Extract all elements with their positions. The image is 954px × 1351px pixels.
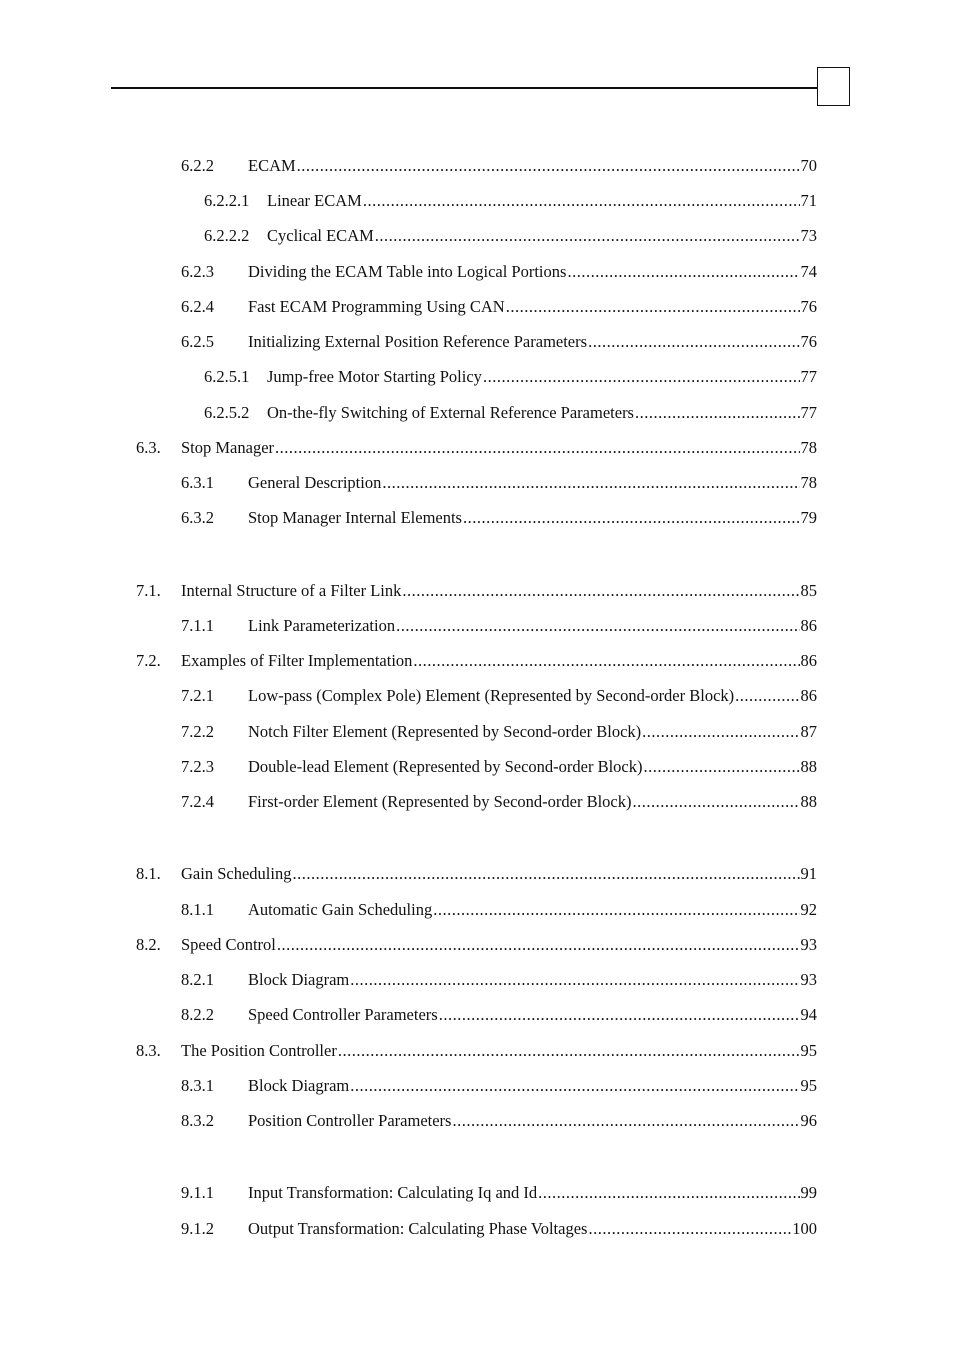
toc-number: 8.3.2 [181,1111,214,1130]
toc-entry[interactable] [0,260,954,284]
dot-leader [463,506,800,530]
toc-title: Cyclical ECAM [267,226,374,245]
toc-title: Notch Filter Element (Represented by Second-order Block) [248,722,642,741]
toc-number: 6.2.5 [181,332,214,351]
dot-leader [452,1109,799,1133]
toc-page: 70 [800,156,817,175]
toc-title: Stop Manager Internal Elements [248,508,462,527]
page-number-box [817,67,850,106]
toc-number: 7.2. [136,651,161,670]
toc-title: Double-lead Element (Represented by Second-order Block) [248,757,643,776]
toc-entry[interactable] [0,579,954,603]
toc-entry[interactable] [0,295,954,319]
toc-number: 6.2.4 [181,297,214,316]
toc-number: 6.2.2.1 [204,191,250,210]
toc-title: Input Transformation: Calculating Iq and Id [248,1183,538,1202]
toc-number: 8.2. [136,935,161,954]
toc-title: General Description [248,473,382,492]
toc-page: 92 [800,900,817,919]
toc-page: 78 [800,473,817,492]
toc-title: Dividing the ECAM Table into Logical Portions [248,262,567,281]
toc-title: Block Diagram [248,1076,350,1095]
toc-title: Position Controller Parameters [248,1111,452,1130]
toc-page: 76 [800,297,817,316]
toc-page: 73 [800,226,817,245]
toc-page: 88 [800,757,817,776]
dot-leader [439,1003,800,1027]
toc-title: Linear ECAM [267,191,362,210]
toc-page: 77 [800,403,817,422]
toc-entry[interactable] [0,189,954,213]
toc-entry[interactable] [0,330,954,354]
toc-title: Output Transformation: Calculating Phase Voltages [248,1219,588,1238]
dot-leader [375,224,800,248]
toc-entry[interactable] [0,720,954,744]
toc-title: Link Parameterization [248,616,396,635]
toc-page: 99 [800,1183,817,1202]
toc-entry[interactable] [0,1003,954,1027]
toc-page: 77 [800,367,817,386]
toc-number: 9.1.1 [181,1183,214,1202]
toc-page: 93 [800,935,817,954]
toc-page: 79 [800,508,817,527]
toc-entry[interactable] [0,1109,954,1133]
toc-entry[interactable] [0,365,954,389]
toc-number: 8.3.1 [181,1076,214,1095]
toc-number: 7.2.4 [181,792,214,811]
dot-leader [292,862,799,886]
toc-number: 6.3.2 [181,508,214,527]
toc-entry[interactable] [0,1181,954,1205]
toc-entry[interactable] [0,614,954,638]
dot-leader [588,330,799,354]
toc-number: 7.2.2 [181,722,214,741]
toc-page: 76 [800,332,817,351]
toc-entry[interactable] [0,224,954,248]
toc-title: Internal Structure of a Filter Link [181,581,402,600]
toc-number: 7.1. [136,581,161,600]
dot-leader [277,933,800,957]
toc-page: 94 [800,1005,817,1024]
toc-number: 8.1. [136,864,161,883]
dot-leader [567,260,799,284]
toc-page: 86 [800,651,817,670]
toc-entry[interactable] [0,436,954,460]
toc-title: The Position Controller [181,1041,337,1060]
toc-page: 85 [800,581,817,600]
toc-page: 74 [800,262,817,281]
toc-title: On-the-fly Switching of External Reference Parameters [267,403,634,422]
toc-page: 95 [800,1076,817,1095]
toc-number: 6.2.2 [181,156,214,175]
dot-leader [433,898,799,922]
toc-number: 7.2.1 [181,686,214,705]
toc-page: 87 [800,722,817,741]
toc-entry[interactable] [0,1074,954,1098]
dot-leader [338,1039,800,1063]
toc-page: 93 [800,970,817,989]
dot-leader [633,790,800,814]
toc-entry[interactable] [0,862,954,886]
toc-title: First-order Element (Represented by Second-order Block) [248,792,632,811]
toc-entry[interactable] [0,506,954,530]
toc-entry[interactable] [0,755,954,779]
dot-leader [413,649,799,673]
toc-page: 71 [800,191,817,210]
toc-number: 6.3.1 [181,473,214,492]
toc-entry[interactable] [0,471,954,495]
toc-number: 8.1.1 [181,900,214,919]
toc-title: Gain Scheduling [181,864,292,883]
toc-number: 7.1.1 [181,616,214,635]
toc-entry[interactable] [0,649,954,673]
dot-leader [350,1074,799,1098]
dot-leader [402,579,799,603]
toc-number: 6.2.3 [181,262,214,281]
toc-number: 6.2.5.2 [204,403,250,422]
toc-page: 88 [800,792,817,811]
toc-title: Low-pass (Complex Pole) Element (Represented by Second-order Block) [248,686,735,705]
toc-entry[interactable] [0,1217,954,1241]
dot-leader [735,684,799,708]
toc-entry[interactable] [0,968,954,992]
toc-page: 78 [800,438,817,457]
toc-number: 6.2.2.2 [204,226,250,245]
toc-number: 8.2.1 [181,970,214,989]
dot-leader [363,189,800,213]
toc-entry[interactable] [0,933,954,957]
toc-entry[interactable] [0,1039,954,1063]
toc-page: 96 [800,1111,817,1130]
dot-leader [382,471,799,495]
toc-title: Jump-free Motor Starting Policy [267,367,482,386]
toc-number: 8.3. [136,1041,161,1060]
dot-leader [642,720,799,744]
toc-entry[interactable] [0,684,954,708]
toc-title: Speed Control [181,935,276,954]
toc-title: Examples of Filter Implementation [181,651,413,670]
toc-page: 86 [800,686,817,705]
toc-entry[interactable] [0,898,954,922]
toc-number: 9.1.2 [181,1219,214,1238]
dot-leader [275,436,799,460]
toc-number: 8.2.2 [181,1005,214,1024]
toc-title: ECAM [248,156,296,175]
dot-leader [644,755,800,779]
toc-title: Initializing External Position Reference Parameters [248,332,588,351]
toc-page: 91 [800,864,817,883]
toc-number: 6.2.5.1 [204,367,250,386]
toc-entry[interactable] [0,154,954,178]
dot-leader [483,365,800,389]
toc-page: 100 [792,1219,817,1238]
toc-entry[interactable] [0,790,954,814]
toc-number: 7.2.3 [181,757,214,776]
dot-leader [506,295,800,319]
dot-leader [635,401,800,425]
dot-leader [350,968,799,992]
toc-title: Speed Controller Parameters [248,1005,438,1024]
toc-page: 95 [800,1041,817,1060]
toc-number: 6.3. [136,438,161,457]
dot-leader [297,154,800,178]
toc-title: Block Diagram [248,970,350,989]
header-rule [111,87,817,89]
toc-title: Fast ECAM Programming Using CAN [248,297,505,316]
toc-page: 86 [800,616,817,635]
dot-leader [396,614,799,638]
toc-title: Stop Manager [181,438,275,457]
dot-leader [538,1181,799,1205]
toc-entry[interactable] [0,401,954,425]
dot-leader [588,1217,791,1241]
toc-title: Automatic Gain Scheduling [248,900,433,919]
